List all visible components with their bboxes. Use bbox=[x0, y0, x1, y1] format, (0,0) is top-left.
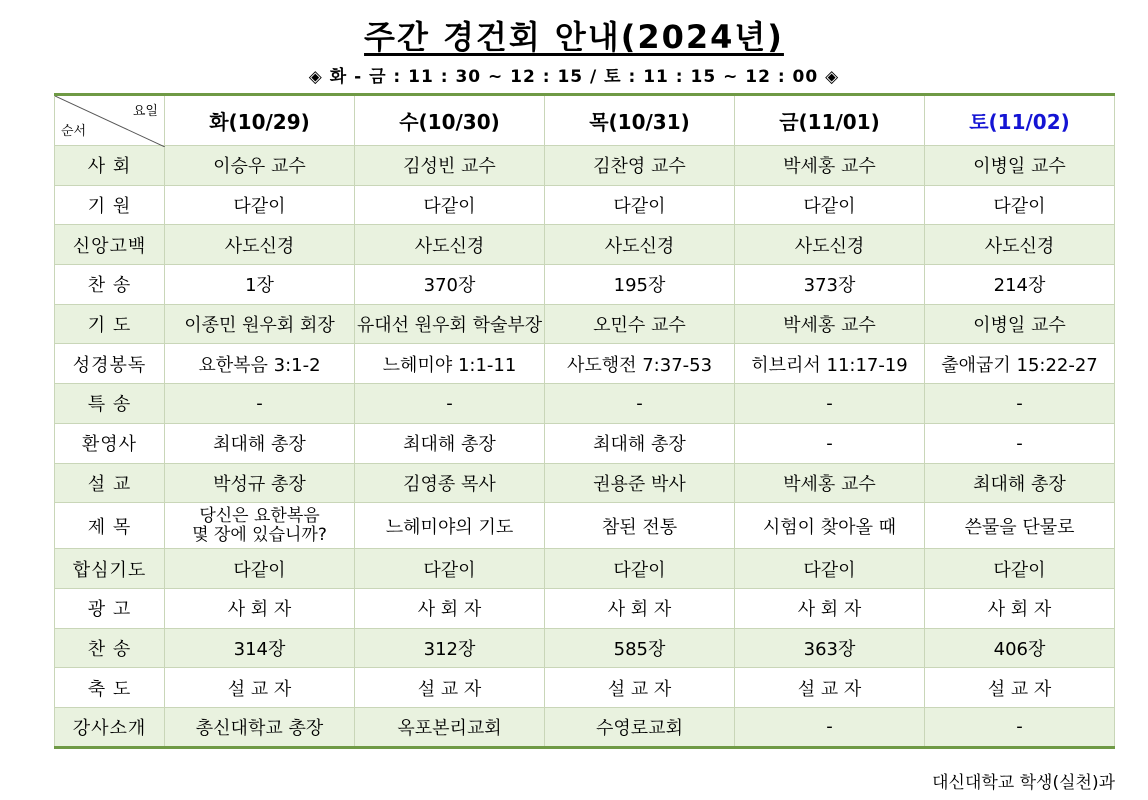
table-cell: 사도신경 bbox=[165, 225, 355, 265]
table-cell: 김찬영 교수 bbox=[545, 146, 735, 186]
table-row bbox=[55, 146, 1115, 186]
row-label: 특 송 bbox=[55, 384, 165, 424]
table-row bbox=[55, 423, 1115, 463]
table-cell: - bbox=[925, 423, 1115, 463]
table-cell: 사 회 자 bbox=[165, 588, 355, 628]
table-row bbox=[55, 628, 1115, 668]
table-cell: 최대해 총장 bbox=[545, 423, 735, 463]
table-cell: 쓴물을 단물로 bbox=[925, 503, 1115, 549]
table-cell: 김성빈 교수 bbox=[355, 146, 545, 186]
table-cell: 406장 bbox=[925, 628, 1115, 668]
schedule-table bbox=[54, 93, 1115, 749]
table-cell: 1장 bbox=[165, 265, 355, 305]
table-cell: 다같이 bbox=[735, 185, 925, 225]
table-cell: 370장 bbox=[355, 265, 545, 305]
day-header: 화(10/29) bbox=[165, 95, 355, 146]
corner-day-label: 요일 bbox=[132, 104, 158, 119]
table-row bbox=[55, 344, 1115, 384]
table-cell: 최대해 총장 bbox=[355, 423, 545, 463]
footer-department: 대신대학교 학생(실천)과 bbox=[932, 773, 1115, 793]
table-cell: 느헤미야의 기도 bbox=[355, 503, 545, 549]
table-cell: 사도신경 bbox=[925, 225, 1115, 265]
table-cell: 박세홍 교수 bbox=[735, 304, 925, 344]
table-cell: 느헤미야 1:1-11 bbox=[355, 344, 545, 384]
schedule-subtitle: ◈ 화 - 금 : 11 : 30 ~ 12 : 15 / 토 : 11 : 15 ~ 12 : 00 ◈ bbox=[308, 67, 840, 87]
row-label: 설 교 bbox=[55, 463, 165, 503]
row-label: 광 고 bbox=[55, 588, 165, 628]
day-header: 목(10/31) bbox=[545, 95, 735, 146]
table-cell: 권용준 박사 bbox=[545, 463, 735, 503]
table-cell: - bbox=[355, 384, 545, 424]
corner-cell bbox=[55, 95, 165, 146]
table-cell: 사도행전 7:37-53 bbox=[545, 344, 735, 384]
day-header: 수(10/30) bbox=[355, 95, 545, 146]
row-label: 성경봉독 bbox=[55, 344, 165, 384]
row-label: 기 도 bbox=[55, 304, 165, 344]
table-cell: 다같이 bbox=[925, 549, 1115, 589]
table-row bbox=[55, 225, 1115, 265]
row-label: 강사소개 bbox=[55, 707, 165, 747]
table-cell: 312장 bbox=[355, 628, 545, 668]
table-row bbox=[55, 384, 1115, 424]
table-row bbox=[55, 185, 1115, 225]
table-cell: 다같이 bbox=[355, 185, 545, 225]
table-cell: 314장 bbox=[165, 628, 355, 668]
table-cell: 최대해 총장 bbox=[165, 423, 355, 463]
table-cell: 다같이 bbox=[925, 185, 1115, 225]
row-label: 기 원 bbox=[55, 185, 165, 225]
table-cell: 이병일 교수 bbox=[925, 304, 1115, 344]
table-cell: 설 교 자 bbox=[925, 668, 1115, 708]
row-label: 찬 송 bbox=[55, 265, 165, 305]
row-label: 찬 송 bbox=[55, 628, 165, 668]
corner-order-label: 순서 bbox=[61, 124, 87, 139]
row-label: 신앙고백 bbox=[55, 225, 165, 265]
table-row bbox=[55, 668, 1115, 708]
table-cell: 사도신경 bbox=[355, 225, 545, 265]
table-cell: - bbox=[165, 384, 355, 424]
table-cell: 설 교 자 bbox=[165, 668, 355, 708]
table-row bbox=[55, 304, 1115, 344]
table-cell: 총신대학교 총장 bbox=[165, 707, 355, 747]
table-row bbox=[55, 463, 1115, 503]
table-cell: 214장 bbox=[925, 265, 1115, 305]
table-cell: 수영로교회 bbox=[545, 707, 735, 747]
table-cell: 사도신경 bbox=[545, 225, 735, 265]
table-cell: 사 회 자 bbox=[925, 588, 1115, 628]
table-row bbox=[55, 549, 1115, 589]
table-cell: 다같이 bbox=[545, 185, 735, 225]
table-cell: 최대해 총장 bbox=[925, 463, 1115, 503]
table-cell: 설 교 자 bbox=[355, 668, 545, 708]
table-cell: 유대선 원우회 학술부장 bbox=[355, 304, 545, 344]
table-cell: - bbox=[545, 384, 735, 424]
table-cell: 이종민 원우회 회장 bbox=[165, 304, 355, 344]
table-row bbox=[55, 707, 1115, 747]
table-cell: - bbox=[735, 707, 925, 747]
table-row bbox=[55, 503, 1115, 549]
table-cell: 195장 bbox=[545, 265, 735, 305]
table-cell: - bbox=[735, 384, 925, 424]
table-cell: - bbox=[735, 423, 925, 463]
row-label: 제 목 bbox=[55, 503, 165, 549]
table-cell: 요한복음 3:1-2 bbox=[165, 344, 355, 384]
table-cell: 참된 전통 bbox=[545, 503, 735, 549]
table-cell: 시험이 찾아올 때 bbox=[735, 503, 925, 549]
table-cell: 이병일 교수 bbox=[925, 146, 1115, 186]
table-row bbox=[55, 588, 1115, 628]
table-cell: 사 회 자 bbox=[355, 588, 545, 628]
table-cell: 다같이 bbox=[735, 549, 925, 589]
page-title: 주간 경건회 안내(2024년) bbox=[364, 18, 784, 56]
table-cell: 363장 bbox=[735, 628, 925, 668]
table-cell: 사 회 자 bbox=[545, 588, 735, 628]
table-cell: 이승우 교수 bbox=[165, 146, 355, 186]
table-cell: 다같이 bbox=[545, 549, 735, 589]
table-cell: 585장 bbox=[545, 628, 735, 668]
table-cell: 다같이 bbox=[355, 549, 545, 589]
day-header: 금(11/01) bbox=[735, 95, 925, 146]
table-cell: 옥포본리교회 bbox=[355, 707, 545, 747]
table-cell: 당신은 요한복음 몇 장에 있습니까? bbox=[165, 503, 355, 549]
row-label: 합심기도 bbox=[55, 549, 165, 589]
table-cell: 사도신경 bbox=[735, 225, 925, 265]
row-label: 사 회 bbox=[55, 146, 165, 186]
table-cell: - bbox=[925, 384, 1115, 424]
table-cell: 박세홍 교수 bbox=[735, 146, 925, 186]
table-row bbox=[55, 265, 1115, 305]
table-cell: 김영종 목사 bbox=[355, 463, 545, 503]
day-header-saturday: 토(11/02) bbox=[925, 95, 1115, 146]
table-cell: 다같이 bbox=[165, 185, 355, 225]
table-cell: 출애굽기 15:22-27 bbox=[925, 344, 1115, 384]
table-cell: 사 회 자 bbox=[735, 588, 925, 628]
table-cell: 박세홍 교수 bbox=[735, 463, 925, 503]
table-cell: 설 교 자 bbox=[545, 668, 735, 708]
table-cell: 설 교 자 bbox=[735, 668, 925, 708]
table-cell: 박성규 총장 bbox=[165, 463, 355, 503]
header-row bbox=[55, 95, 1115, 146]
table-cell: - bbox=[925, 707, 1115, 747]
table-cell: 오민수 교수 bbox=[545, 304, 735, 344]
table-cell: 373장 bbox=[735, 265, 925, 305]
row-label: 환영사 bbox=[55, 423, 165, 463]
table-cell: 히브리서 11:17-19 bbox=[735, 344, 925, 384]
table-cell: 다같이 bbox=[165, 549, 355, 589]
row-label: 축 도 bbox=[55, 668, 165, 708]
